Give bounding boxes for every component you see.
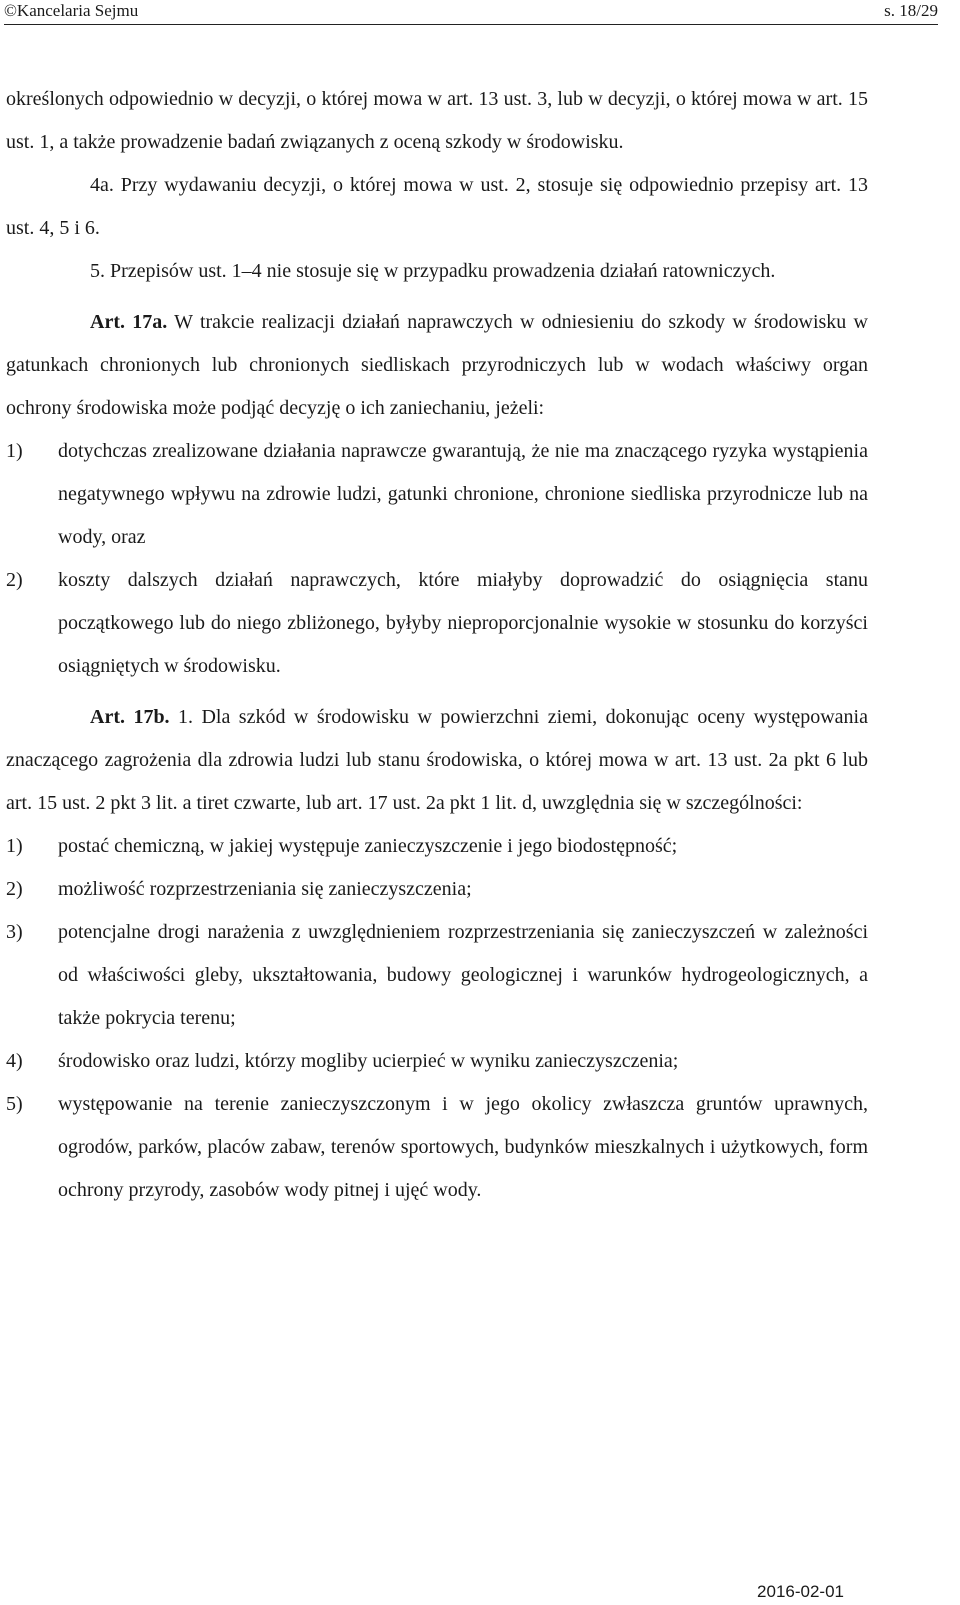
list-item <box>6 559 868 688</box>
list-item <box>6 430 868 559</box>
article-17a-label: Art. 17a. <box>90 311 168 333</box>
list-item <box>6 911 868 1040</box>
list-item <box>6 825 868 868</box>
list-item <box>6 1040 868 1083</box>
article-17a <box>6 301 868 430</box>
list-item-number: 5) <box>6 1093 23 1115</box>
list-item-text: środowisko oraz ludzi, którzy mogliby ucierpieć w wyniku zanieczyszczenia; <box>58 1050 679 1072</box>
list-item-number: 1) <box>6 835 23 857</box>
list-item-text: potencjalne drogi narażenia z uwzględnieniem rozprzestrzeniania się zanieczyszczeń w zależności od właściwości gleby, ukształtowania, budowy geologicznej i warunków hydrogeologicznych, a także pokrycia terenu; <box>58 921 868 1029</box>
list-item-text: postać chemiczną, w jakiej występuje zanieczyszczenie i jego biodostępność; <box>58 835 678 857</box>
list-item-number: 2) <box>6 878 23 900</box>
list-item-text: dotychczas zrealizowane działania naprawcze gwarantują, że nie ma znaczącego ryzyka wystąpienia negatywnego wpływu na zdrowie ludzi, gatunki chronione, chronione siedliska przyrodnicze lub na wody, oraz <box>58 440 868 548</box>
list-item-number: 1) <box>6 440 23 462</box>
list-item-number: 4) <box>6 1050 23 1072</box>
article-17b-label: Art. 17b. <box>90 706 170 728</box>
list-item <box>6 1083 868 1212</box>
paragraph-4a: 4a. Przy wydawaniu decyzji, o której mowa w ust. 2, stosuje się odpowiednio przepisy art. 13 ust. 4, 5 i 6. <box>6 174 868 239</box>
header-page-number: s. 18/29 <box>884 1 938 20</box>
header-copyright: ©Kancelaria Sejmu <box>4 1 139 20</box>
page-header <box>4 0 938 25</box>
article-17b-text: 1. Dla szkód w środowisku w powierzchni ziemi, dokonując oceny występowania znaczącego zagrożenia dla zdrowia ludzi lub stanu środowiska, o której mowa w art. 13 ust. 2a pkt 6 lub art. 15 ust. 2 pkt 3 lit. a tiret czwarte, lub art. 17 ust. 2a pkt 1 lit. d, uwzględnia się w szczególności: <box>6 706 868 814</box>
list-item-number: 2) <box>6 569 23 591</box>
article-17b <box>6 696 868 825</box>
list-item-number: 3) <box>6 921 23 943</box>
paragraph-continuation: określonych odpowiednio w decyzji, o której mowa w art. 13 ust. 3, lub w decyzji, o której mowa w art. 15 ust. 1, a także prowadzenie badań związanych z oceną szkody w środowisku. <box>6 88 868 153</box>
article-17a-text: W trakcie realizacji działań naprawczych w odniesieniu do szkody w środowisku w gatunkach chronionych lub chronionych siedliskach przyrodniczych lub w wodach właściwy organ ochrony środowiska może podjąć decyzję o ich zaniechaniu, jeżeli: <box>6 311 868 419</box>
list-item <box>6 868 868 911</box>
list-item-text: występowanie na terenie zanieczyszczonym i w jego okolicy zwłaszcza gruntów uprawnych, ogrodów, parków, placów zabaw, terenów sportowych, budynków mieszkalnych i użytkowych, form ochrony przyrody, zasobów wody pitnej i ujęć wody. <box>58 1093 868 1201</box>
page-footer-date: 2016-02-01 <box>757 1582 844 1601</box>
list-item-text: koszty dalszych działań naprawczych, które miałyby doprowadzić do osiągnięcia stanu początkowego lub do niego zbliżonego, byłyby nieproporcjonalnie wysokie w stosunku do korzyści osiągniętych w środowisku. <box>58 569 868 677</box>
list-item-text: możliwość rozprzestrzeniania się zanieczyszczenia; <box>58 878 472 900</box>
paragraph-5: 5. Przepisów ust. 1–4 nie stosuje się w przypadku prowadzenia działań ratowniczych. <box>90 260 776 282</box>
document-body <box>6 78 868 1212</box>
